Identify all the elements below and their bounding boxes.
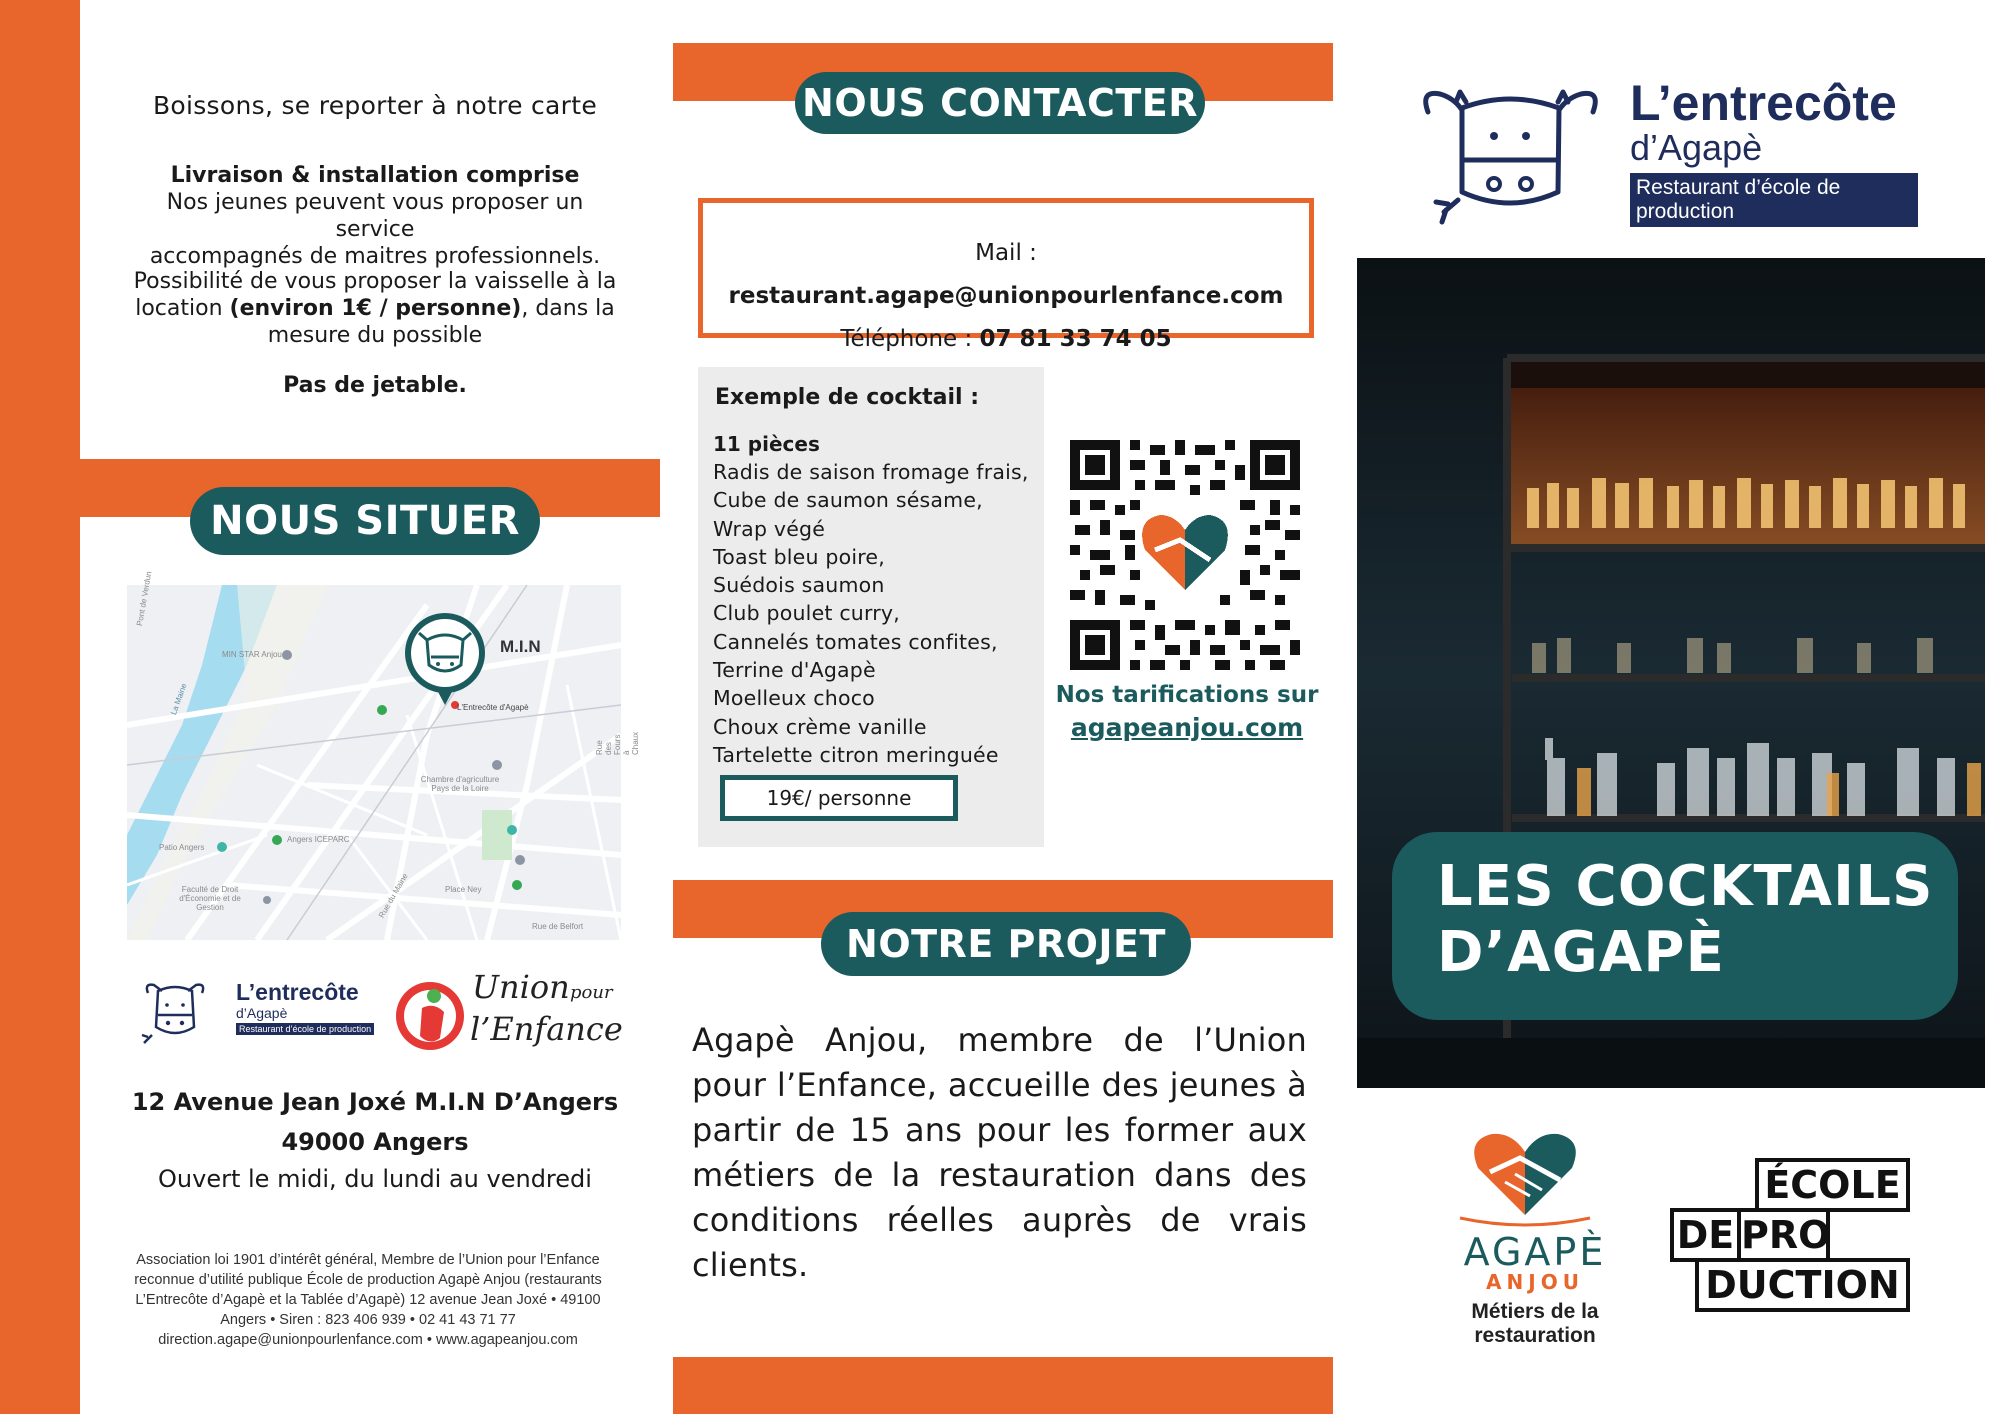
ecole-word-pro: PRO (1737, 1208, 1830, 1262)
map-place-label: L'Entrecôte d'Agapè (457, 703, 529, 712)
map-min-label: M.I.N (500, 637, 541, 656)
list-item: Radis de saison fromage frais, (713, 460, 1029, 484)
legal-footer: Association loi 1901 d’intérêt général, Membre de l’Union pour l’Enfance reconnue d’utilité publique École de production Agapè Anjou (restaurants L’Entrecôte d’Agapè et la Tablée d’Agapè) 12 avenue Jean Joxé • 49100 Angers • Siren : 823 406 939 • 02 41 43 71 77 direction.agape@unionpourlenfance.com • www.agapeanjou.com (134, 1252, 602, 1348)
location-map[interactable] (127, 570, 640, 940)
cocktails-title-line2: D’AGAPÈ (1437, 920, 1726, 985)
map-street-label: La Maine (169, 682, 189, 717)
map-street-label: Rue de Belfort (532, 922, 584, 931)
handshake-heart-icon (1410, 1110, 1660, 1230)
entrecote-subtitle: d’Agapè (1630, 127, 1763, 168)
map-street-label: Rue du Maine (377, 871, 410, 920)
agape-name: AGAPÈ (1463, 1230, 1607, 1274)
list-item: Tartelette citron meringuée (713, 742, 999, 767)
tarif-text: Nos tarifications sur (1055, 682, 1319, 708)
cocktails-title-line1: LES COCKTAILS (1437, 854, 1934, 919)
map-street-label: Rue des Fours à Chaux (595, 731, 640, 755)
agape-anjou-logo (1410, 1110, 1660, 1350)
delivery-text: Nos jeunes peuvent vous proposer un service (166, 190, 584, 242)
list-item: Cannelés tomates confites, (713, 629, 998, 654)
no-disposable-note: Pas de jetable. (283, 373, 467, 398)
situer-heading: NOUS SITUER (190, 487, 540, 555)
qr-code[interactable] (1070, 440, 1300, 670)
cocktail-card-title: Exemple de cocktail : (715, 385, 979, 410)
map-street-label: Angers ICEPARC (287, 835, 350, 844)
union-enfance: l’Enfance (470, 1010, 623, 1048)
union-pour: pour (570, 982, 613, 1003)
map-street-label: MIN STAR Anjou (222, 650, 282, 659)
delivery-text: accompagnés de maitres professionnels. (149, 244, 601, 269)
delivery-block (130, 162, 620, 270)
entrecote-tagline: Restaurant d’école de production (1630, 173, 1918, 227)
map-street-label: Chambre d'agriculture Pays de la Loire (420, 775, 500, 793)
map-street-label: Faculté de Droit d'Économie et de Gestion (179, 885, 241, 912)
projet-heading: NOTRE PROJET (821, 912, 1191, 976)
union-emblem-icon (392, 968, 472, 1058)
entrecote-small-subtitle: d’Agapè (236, 1005, 288, 1021)
ecole-de-production-logo (1670, 1158, 1910, 1313)
phone-line: Téléphone : 07 81 33 74 05 (840, 326, 1172, 352)
contact-box (698, 198, 1314, 352)
cocktails-title-card (1392, 832, 1958, 1020)
price-tag: 19€/ personne (720, 775, 958, 821)
mail-link[interactable]: restaurant.agape@unionpourlenfance.com (728, 283, 1284, 309)
tarif-link[interactable]: agapeanjou.com (1070, 713, 1304, 742)
list-item: Suédois saumon (713, 573, 885, 598)
delivery-title: Livraison & installation comprise (170, 163, 580, 188)
address-city: 49000 Angers (281, 1128, 469, 1156)
map-street-label: Place Ney (445, 885, 482, 894)
union-title: Union (472, 968, 570, 1006)
bottom-band (673, 1357, 1333, 1414)
entrecote-small-tagline: Restaurant d’école de production (236, 1023, 374, 1035)
opening-hours: Ouvert le midi, du lundi au vendredi (158, 1165, 592, 1193)
rental-text-line2: location (environ 1€ / personne), dans la (135, 296, 615, 321)
list-item: Wrap végé (713, 516, 826, 541)
cocktail-piece-count: 11 pièces (713, 432, 820, 456)
contact-heading: NOUS CONTACTER (795, 72, 1205, 134)
map-street-label: Pont de Verdun (135, 570, 154, 627)
ecole-word-duction: DUCTION (1695, 1258, 1910, 1312)
list-item: Terrine d'Agapè (713, 658, 876, 683)
qr-code-icon (1070, 440, 1300, 670)
entrecote-title: L’entrecôte (1630, 75, 1897, 131)
map-street-label: Patio Angers (159, 843, 205, 852)
agape-tagline: Métiers de la restauration (1471, 1300, 1599, 1347)
mail-line: Mail : restaurant.agape@unionpourlenfance.com (728, 240, 1284, 309)
list-item: Moelleux choco (713, 686, 875, 711)
union-enfance-logo (392, 968, 623, 1058)
agape-region: ANJOU (1486, 1270, 1584, 1294)
left-edge-stripe (0, 0, 80, 1414)
rental-price: (environ 1€ / personne) (229, 296, 522, 321)
rental-block (130, 268, 620, 349)
list-item: Cube de saumon sésame, (713, 488, 983, 513)
rental-text: mesure du possible (267, 323, 483, 348)
ecole-word-de: DE (1670, 1208, 1741, 1262)
list-item: Club poulet curry, (713, 601, 900, 626)
drinks-note: Boissons, se reporter à notre carte (152, 91, 598, 120)
projet-paragraph: Agapè Anjou, membre de l’Union pour l’Enfance, accueille des jeunes à partir de 15 ans pour les former aux métiers de la restauration dans des conditions réelles auprès de vrais clients. (692, 1021, 1307, 1284)
cow-icon (1418, 72, 1608, 232)
address-street: 12 Avenue Jean Joxé M.I.N D’Angers (131, 1088, 619, 1116)
entrecote-logo-main (1418, 72, 1918, 232)
cocktail-card (698, 367, 1044, 847)
entrecote-logo-small (140, 975, 380, 1055)
entrecote-small-title: L’entrecôte (236, 979, 359, 1005)
list-item: Toast bleu poire, (713, 544, 885, 569)
rental-text: Possibilité de vous proposer la vaisselle à la (133, 269, 617, 294)
ecole-word-ecole: ÉCOLE (1755, 1158, 1910, 1212)
list-item: Choux crème vanille (713, 714, 927, 739)
phone-number[interactable]: 07 81 33 74 05 (979, 326, 1172, 352)
